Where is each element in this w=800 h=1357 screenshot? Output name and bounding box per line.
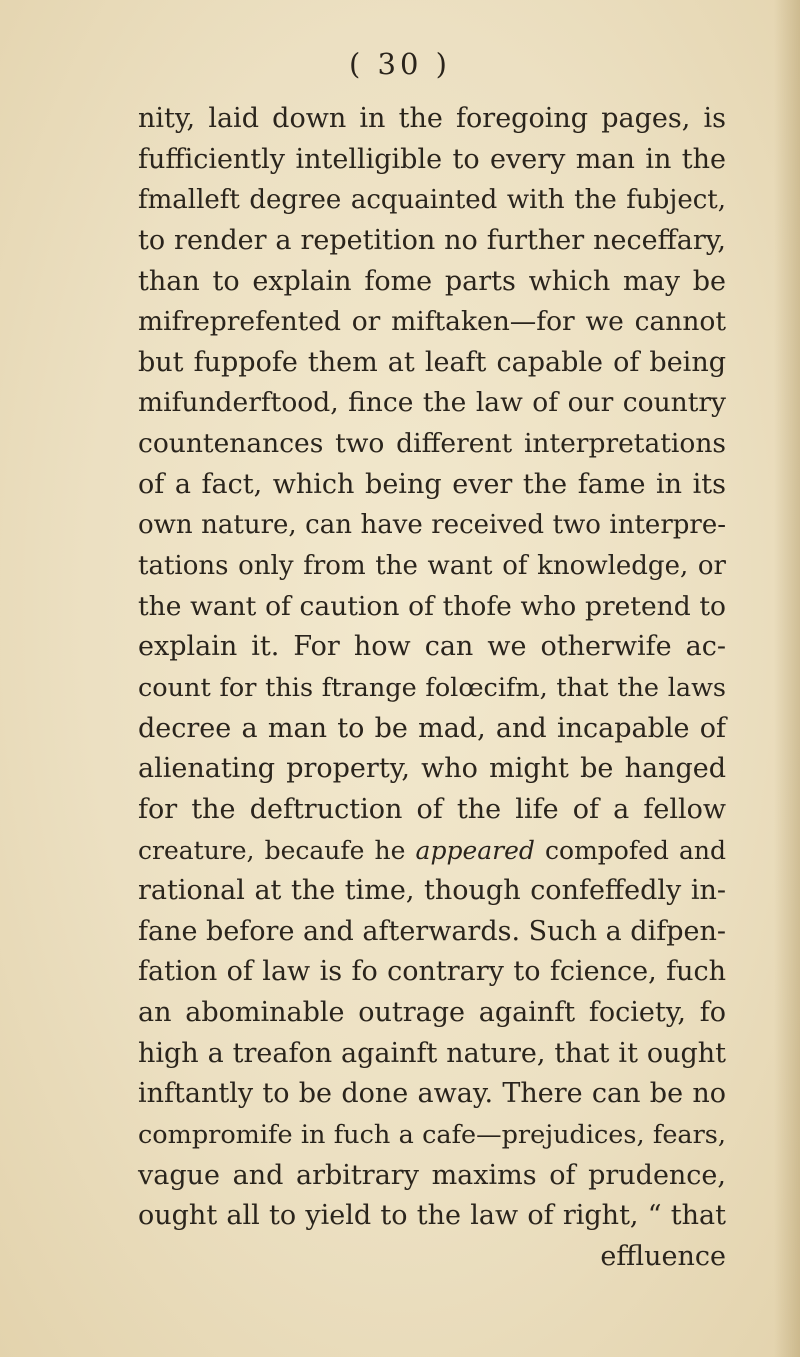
text-line: to render a repetition no further neceffary, [138,224,726,256]
text-line: countenances two different interpretations [138,428,726,460]
text-line: tations only from the want of knowledge, or [138,551,726,582]
text-line: count for this ftrange folœcifm, that the laws [138,672,726,703]
text-line: alienating property, who might be hanged [138,753,726,785]
text-line: of a fact, which being ever the fame in its [138,468,726,500]
text-line: fufficiently intelligible to every man in the [138,143,726,175]
text-line [138,831,726,872]
text-line: high a treafon againft nature, that it ought [138,1037,726,1069]
text-line: for the deftruction of the life of a fellow [138,793,726,825]
text-line: explain it. For how can we otherwife ac- [138,631,726,663]
text-line: own nature, can have received two interpre- [138,510,726,541]
text-line: fane before and afterwards. Such a difpen- [138,915,726,947]
text-line: an abominable outrage againft fociety, fo [138,997,726,1029]
text-line: decree a man to be mad, and incapable of [138,712,726,744]
italic-word: appeared [415,835,535,865]
page-number: ( 30 ) [349,47,451,81]
text-line: but fuppofe them at leaft capable of being [138,346,726,378]
text-run: creature, becaufe he [138,835,416,865]
body-text [138,99,726,1278]
text-line: nity, laid down in the foregoing pages, is [138,103,726,134]
text-line: the want of caution of thofe who pretend to [138,590,726,622]
text-run: compofed and [534,835,726,865]
catchword: effluence [600,1240,726,1272]
text-line: ought all to yield to the law of right, “ that [138,1200,726,1232]
text-line: mifreprefented or miftaken—for we cannot [138,306,726,338]
page-edge-shadow [774,0,800,1357]
text-line: compromife in fuch a cafe—prejudices, fears, [138,1120,726,1151]
text-line: rational at the time, though confeffedly in- [138,875,726,907]
text-line: fmalleft degree acquainted with the fubject, [138,185,726,216]
text-line: vague and arbitrary maxims of prudence, [138,1159,726,1191]
text-line: fation of law is fo contrary to fcience, fuch [138,956,726,988]
text-line: than to explain fome parts which may be [138,265,726,297]
text-line: mifunderftood, fince the law of our country [138,387,726,419]
text-line: inftantly to be done away. There can be no [138,1078,726,1110]
